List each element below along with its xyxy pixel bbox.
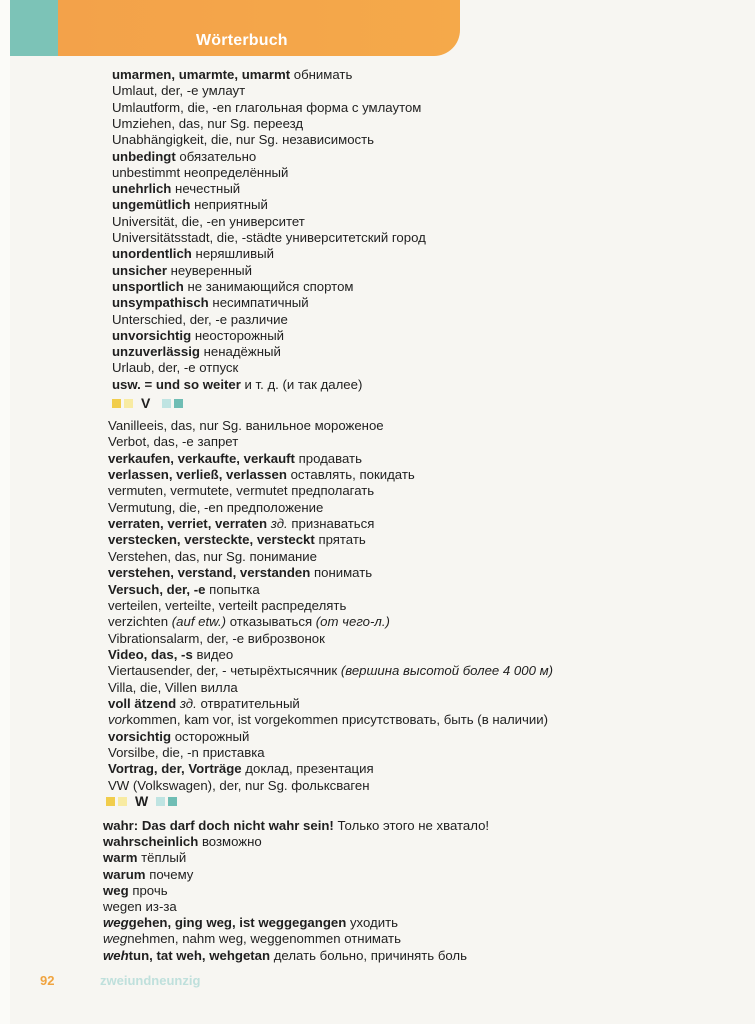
header-bar bbox=[10, 0, 460, 56]
dictionary-entry bbox=[112, 312, 288, 328]
entry-translation: оставлять, покидать bbox=[290, 467, 415, 482]
entry-headword: unordentlich bbox=[112, 246, 192, 261]
entry-headword: Vanilleeis, das, nur Sg. bbox=[108, 418, 242, 433]
entry-headword: Vermutung, die, -en bbox=[108, 500, 224, 515]
entry-translation: прочь bbox=[132, 883, 168, 898]
entry-translation: ненадёжный bbox=[203, 344, 281, 359]
dictionary-entry bbox=[112, 67, 352, 83]
entry-translation-note: (вершина высотой более 4 000 м) bbox=[340, 663, 554, 678]
dictionary-entry bbox=[108, 565, 372, 581]
entry-headword: gehen, ging weg, ist weggegangen bbox=[128, 915, 347, 930]
entry-headword: Villa, die, Villen bbox=[108, 680, 197, 695]
entry-headword: unsicher bbox=[112, 263, 167, 278]
dictionary-entry bbox=[112, 132, 374, 148]
dictionary-entry bbox=[108, 516, 374, 532]
entry-translation: отказываться bbox=[229, 614, 313, 629]
entry-headword: unsympathisch bbox=[112, 295, 209, 310]
entry-headword: Verbot, das, -e bbox=[108, 434, 194, 449]
entry-headword: warum bbox=[103, 867, 146, 882]
entry-headword: Unterschied, der, -e bbox=[112, 312, 228, 327]
entry-translation: попытка bbox=[209, 582, 260, 597]
divider-square bbox=[174, 399, 183, 408]
entry-headword: Universität, die, -en bbox=[112, 214, 226, 229]
entry-headword: verstehen, verstand, verstanden bbox=[108, 565, 311, 580]
entry-translation: университет bbox=[229, 214, 305, 229]
entry-translation: неряшливый bbox=[195, 246, 274, 261]
entry-translation: прятать bbox=[318, 532, 366, 547]
entry-translation: присутствовать, быть (в наличии) bbox=[341, 712, 549, 727]
entry-translation: нечестный bbox=[175, 181, 241, 196]
entry-translation: приставка bbox=[202, 745, 265, 760]
entry-translation: четырёхтысячник bbox=[230, 663, 338, 678]
dictionary-entry bbox=[112, 279, 353, 295]
dictionary-entry bbox=[108, 418, 384, 434]
dictionary-entry bbox=[112, 149, 256, 165]
dictionary-entry bbox=[112, 344, 281, 360]
dictionary-entry bbox=[103, 867, 193, 883]
entry-translation: отнимать bbox=[344, 931, 401, 946]
dictionary-entry bbox=[112, 197, 268, 213]
dictionary-entry bbox=[108, 500, 323, 516]
dictionary-entry bbox=[112, 360, 238, 376]
section-letter: V bbox=[141, 395, 151, 411]
dictionary-entry bbox=[112, 377, 362, 393]
dictionary-entry bbox=[103, 899, 177, 915]
entry-headword: wegen bbox=[103, 899, 142, 914]
entry-headword: Vibrationsalarm, der, -e bbox=[108, 631, 245, 646]
dictionary-entry bbox=[108, 778, 370, 794]
entry-headword: Urlaub, der, -e bbox=[112, 360, 196, 375]
entry-headword: verteilen, verteilte, verteilt bbox=[108, 598, 258, 613]
dictionary-entry bbox=[108, 729, 249, 745]
entry-headword: Vortrag, der, Vorträge bbox=[108, 761, 242, 776]
entry-translation: отпуск bbox=[199, 360, 239, 375]
dictionary-entry bbox=[112, 295, 309, 311]
dictionary-entry bbox=[112, 246, 274, 262]
entry-headword: umarmen, umarmte, umarmt bbox=[112, 67, 291, 82]
entry-headword: usw. = und so weiter bbox=[112, 377, 241, 392]
dictionary-entry bbox=[103, 931, 401, 947]
dictionary-entry bbox=[108, 483, 374, 499]
entry-translation: отвратительный bbox=[200, 696, 300, 711]
entry-headword: Universitätsstadt, die, -städte bbox=[112, 230, 283, 245]
dictionary-entry bbox=[103, 834, 262, 850]
entry-headword-prefix: weh bbox=[103, 948, 129, 963]
entry-headword-prefix: weg bbox=[103, 915, 129, 930]
divider-square bbox=[118, 797, 127, 806]
entry-headword: verstecken, versteckte, versteckt bbox=[108, 532, 315, 547]
entry-translation: и т. д. (и так далее) bbox=[244, 377, 363, 392]
entry-translation: уходить bbox=[349, 915, 399, 930]
dictionary-entry bbox=[103, 818, 489, 834]
entry-translation: понимать bbox=[313, 565, 373, 580]
entry-note: зд. bbox=[270, 516, 288, 531]
dictionary-entry bbox=[108, 549, 317, 565]
page-title: Wörterbuch bbox=[196, 32, 288, 49]
entry-headword: Viertausender, der, - bbox=[108, 663, 227, 678]
entry-translation: из-за bbox=[145, 899, 177, 914]
entry-headword: Verstehen, das, nur Sg. bbox=[108, 549, 246, 564]
section-letter: W bbox=[135, 793, 149, 809]
dictionary-entry bbox=[108, 582, 260, 598]
dictionary-entry bbox=[108, 663, 553, 679]
entry-translation: неприятный bbox=[194, 197, 268, 212]
dictionary-entry bbox=[103, 883, 168, 899]
entry-headword: Umlaut, der, -e bbox=[112, 83, 199, 98]
entry-headword: Umlautform, die, -en bbox=[112, 100, 232, 115]
page-number-word: zweiundneunzig bbox=[100, 973, 201, 988]
entry-headword: verraten, verriet, verraten bbox=[108, 516, 268, 531]
entry-translation: доклад, презентация bbox=[245, 761, 374, 776]
entry-translation: неосторожный bbox=[194, 328, 285, 343]
entry-translation: предполагать bbox=[291, 483, 375, 498]
dictionary-entry bbox=[108, 614, 390, 630]
page-left-margin bbox=[0, 0, 10, 1024]
divider-square bbox=[168, 797, 177, 806]
divider-square bbox=[112, 399, 121, 408]
entry-headword: unsportlich bbox=[112, 279, 184, 294]
dictionary-entry bbox=[108, 647, 233, 663]
dictionary-entry bbox=[112, 165, 288, 181]
divider-square bbox=[156, 797, 165, 806]
entry-headword: verkaufen, verkaufte, verkauft bbox=[108, 451, 295, 466]
entry-headword: voll ätzend bbox=[108, 696, 177, 711]
entry-translation: признаваться bbox=[291, 516, 375, 531]
entry-note: зд. bbox=[179, 696, 197, 711]
entry-headword: unbestimmt bbox=[112, 165, 181, 180]
dictionary-entry bbox=[103, 915, 398, 931]
entry-translation: глагольная форма с умлаутом bbox=[235, 100, 422, 115]
entry-translation: университетский город bbox=[285, 230, 426, 245]
entry-headword: verlassen, verließ, verlassen bbox=[108, 467, 287, 482]
entry-translation: Только этого не хватало! bbox=[337, 818, 490, 833]
entry-translation: независимость bbox=[282, 132, 375, 147]
dictionary-entry bbox=[108, 532, 366, 548]
entry-headword-prefix: vor bbox=[108, 712, 127, 727]
entry-headword: vermuten, vermutete, vermutet bbox=[108, 483, 288, 498]
dictionary-entry bbox=[108, 696, 300, 712]
entry-translation: осторожный bbox=[174, 729, 250, 744]
entry-translation: запрет bbox=[197, 434, 239, 449]
entry-translation: неуверенный bbox=[170, 263, 252, 278]
dictionary-entry bbox=[108, 761, 374, 777]
entry-translation-note: (от чего-л.) bbox=[315, 614, 390, 629]
entry-headword: verzichten bbox=[108, 614, 169, 629]
entry-headword: Versuch, der, -e bbox=[108, 582, 206, 597]
dictionary-entry bbox=[108, 434, 238, 450]
entry-headword: wahrscheinlich bbox=[103, 834, 199, 849]
entry-translation: несимпатичный bbox=[212, 295, 309, 310]
dictionary-entry bbox=[108, 467, 415, 483]
entry-translation: обнимать bbox=[293, 67, 353, 82]
entry-headword: unvorsichtig bbox=[112, 328, 192, 343]
dictionary-entry bbox=[103, 948, 467, 964]
entry-headword: unzuverlässig bbox=[112, 344, 200, 359]
dictionary-entry bbox=[103, 850, 186, 866]
entry-headword: vorsichtig bbox=[108, 729, 172, 744]
dictionary-entry bbox=[112, 328, 284, 344]
entry-headword: Video, das, -s bbox=[108, 647, 193, 662]
dictionary-entry bbox=[112, 263, 252, 279]
divider-square bbox=[162, 399, 171, 408]
entry-translation: виброзвонок bbox=[247, 631, 325, 646]
entry-headword: Vorsilbe, die, -n bbox=[108, 745, 199, 760]
entry-translation: понимание bbox=[249, 549, 318, 564]
entry-translation: обязательно bbox=[179, 149, 257, 164]
entry-headword: ungemütlich bbox=[112, 197, 191, 212]
entry-headword: nehmen, nahm weg, weggenommen bbox=[127, 931, 341, 946]
entry-translation: различие bbox=[230, 312, 288, 327]
entry-headword: Umziehen, das, nur Sg. bbox=[112, 116, 250, 131]
dictionary-entry bbox=[108, 680, 238, 696]
entry-headword: warm bbox=[103, 850, 138, 865]
dictionary-entry bbox=[112, 100, 421, 116]
entry-translation: не занимающийся спортом bbox=[187, 279, 354, 294]
entry-note: (auf etw.) bbox=[171, 614, 227, 629]
entry-headword: tun, tat weh, wehgetan bbox=[128, 948, 271, 963]
entry-translation: фольксваген bbox=[291, 778, 370, 793]
entry-headword: VW (Volkswagen), der, nur Sg. bbox=[108, 778, 288, 793]
entry-headword: kommen, kam vor, ist vorgekommen bbox=[126, 712, 339, 727]
dictionary-entry bbox=[108, 451, 362, 467]
dictionary-entry bbox=[112, 181, 240, 197]
entry-headword: wahr: Das darf doch nicht wahr sein! bbox=[103, 818, 334, 833]
entry-translation: вилла bbox=[200, 680, 238, 695]
page-number: 92 bbox=[40, 973, 55, 988]
entry-translation: предположение bbox=[226, 500, 324, 515]
entry-translation: почему bbox=[149, 867, 194, 882]
entry-translation: ванильное мороженое bbox=[245, 418, 384, 433]
entry-translation: распределять bbox=[261, 598, 347, 613]
entry-translation: видео bbox=[196, 647, 234, 662]
dictionary-entry bbox=[108, 712, 548, 728]
entry-translation: продавать bbox=[298, 451, 362, 466]
dictionary-entry bbox=[108, 745, 265, 761]
entry-headword: Unabhängigkeit, die, nur Sg. bbox=[112, 132, 279, 147]
entry-translation: переезд bbox=[253, 116, 304, 131]
entry-headword: weg bbox=[103, 883, 129, 898]
entry-translation: тёплый bbox=[141, 850, 187, 865]
dictionary-entry bbox=[108, 598, 346, 614]
entry-translation: неопределённый bbox=[183, 165, 289, 180]
dictionary-entry bbox=[112, 83, 245, 99]
entry-headword-prefix: weg bbox=[103, 931, 128, 946]
entry-headword: unehrlich bbox=[112, 181, 172, 196]
divider-square bbox=[124, 399, 133, 408]
entry-translation: делать больно, причинять боль bbox=[273, 948, 467, 963]
dictionary-entry bbox=[112, 116, 303, 132]
dictionary-entry bbox=[112, 214, 305, 230]
entry-translation: умлаут bbox=[202, 83, 246, 98]
dictionary-entry bbox=[112, 230, 426, 246]
divider-square bbox=[106, 797, 115, 806]
entry-headword: unbedingt bbox=[112, 149, 176, 164]
entry-translation: возможно bbox=[201, 834, 262, 849]
dictionary-entry bbox=[108, 631, 325, 647]
